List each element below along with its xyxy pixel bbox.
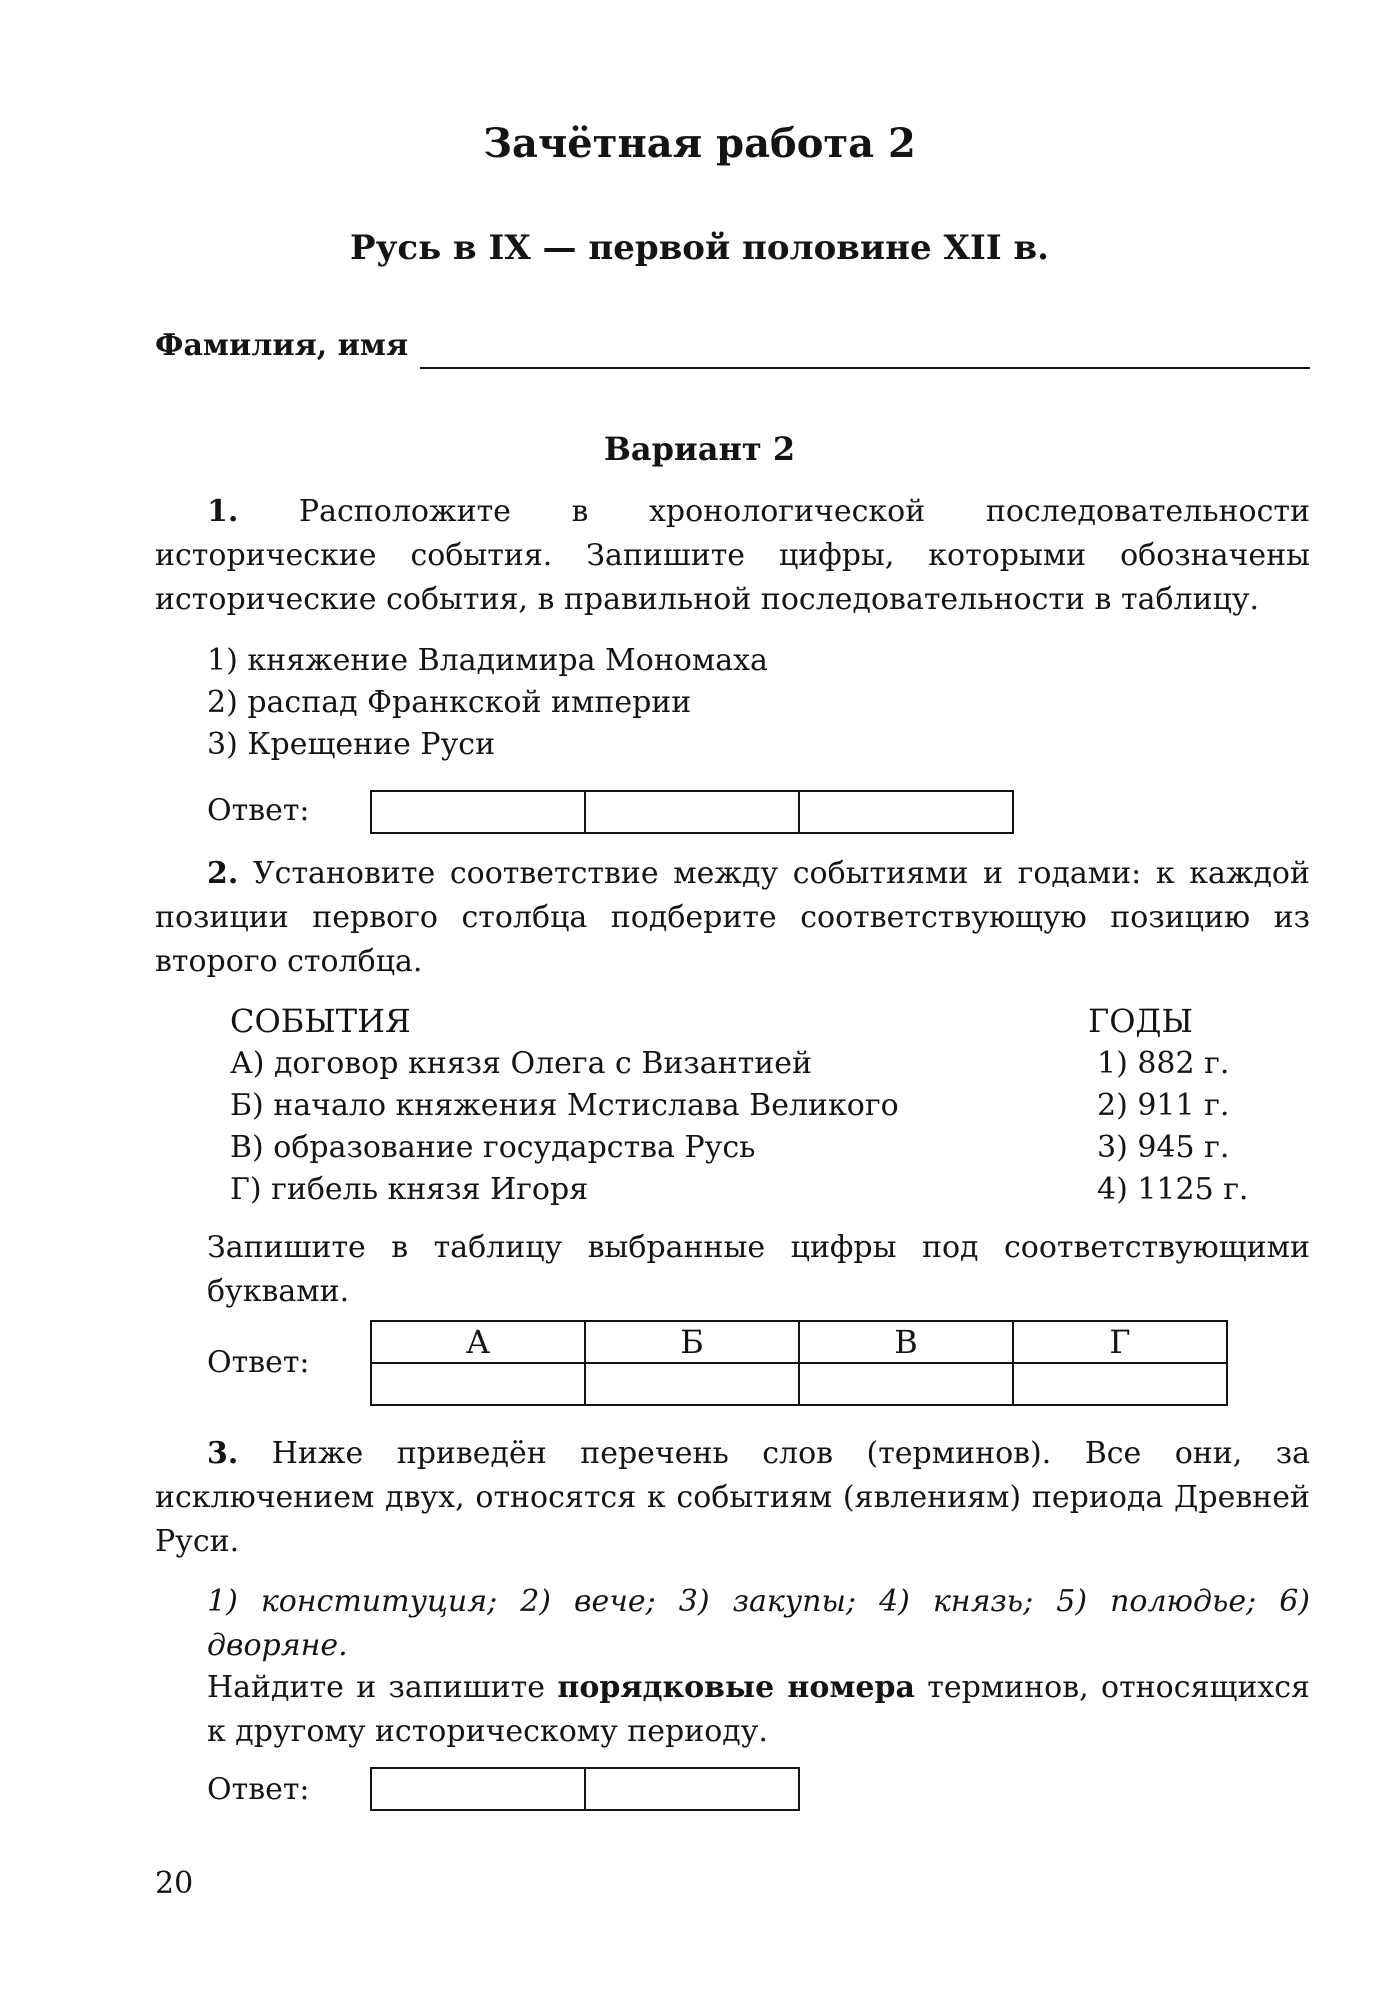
q1-item: 2) распад Франкской империи [207,685,692,720]
q3-question: Ниже приведён перечень слов (терминов). Все они, за исключением двух, относятся к событиям (явлениям) периода Древней Руси. [155,1436,1310,1559]
page-subtitle: Русь в IX — первой половине XII в. [350,228,1049,268]
page-number: 20 [155,1866,194,1901]
q1-item: 3) Крещение Руси [207,727,496,762]
q2-letter-cell: Г [1013,1321,1227,1363]
q2-letter-cell: А [371,1321,585,1363]
q2-answer-label: Ответ: [207,1345,310,1380]
q1-answer-table [370,790,1014,834]
q3-answer-label: Ответ: [207,1772,310,1807]
name-input-line[interactable] [420,367,1310,369]
q2-text [155,852,1310,984]
q2-number: 2. [207,856,239,891]
q2-year: 1) 882 г. [1097,1046,1230,1081]
q3-terms: 1) конституция; 2) вече; 3) закупы; 4) князь; 5) полюдье; 6) дворяне. [207,1584,1310,1663]
q2-year: 3) 945 г. [1097,1130,1230,1165]
q1-number: 1. [207,494,239,529]
q2-answer-cell[interactable] [371,1363,585,1405]
q2-answer-cell[interactable] [1013,1363,1227,1405]
q2-answer-cell[interactable] [585,1363,799,1405]
q2-years-list [1097,1043,1248,1211]
q1-answer-label: Ответ: [207,793,310,828]
q1-answer-cell[interactable] [371,791,585,833]
q1-answer-cell[interactable] [585,791,799,833]
q2-answer-table [370,1320,1228,1406]
q2-event: В) образование государства Русь [230,1130,756,1165]
q2-year: 2) 911 г. [1097,1088,1230,1123]
q2-year: 4) 1125 г. [1097,1172,1249,1207]
q2-question: Установите соответствие между событиями и годами: к каждой позиции первого столбца подберите соответствующую позицию из второго столбца. [155,856,1310,979]
q1-answer-cell[interactable] [799,791,1013,833]
q3-number: 3. [207,1436,239,1471]
q1-text [155,490,1310,622]
q2-events-list [230,1043,899,1211]
q1-question: Расположите в хронологической последовательности исторические события. Запишите цифры, которыми обозначены исторические события, в правильной последовательности в таблицу. [155,494,1310,617]
variant-label: Вариант 2 [603,430,796,468]
q3-instruction-post: терминов, относящихся к другому историческому периоду. [207,1670,1310,1749]
q2-letter-cell: Б [585,1321,799,1363]
q2-letter-cell: В [799,1321,1013,1363]
q1-items [207,640,768,766]
q2-event: Г) гибель князя Игоря [230,1172,589,1207]
page-title: Зачётная работа 2 [483,120,916,167]
q3-answer-cell[interactable] [585,1768,799,1810]
q2-years-header: ГОДЫ [1088,1002,1193,1040]
q2-events-header: СОБЫТИЯ [230,1002,411,1040]
q3-answer-table [370,1767,800,1811]
q2-instruction: Запишите в таблицу выбранные цифры под соответствующими буквами. [207,1230,1310,1309]
q3-instruction [207,1666,1310,1754]
q2-event: Б) начало княжения Мстислава Великого [230,1088,899,1123]
q3-text [155,1432,1310,1564]
q3-instruction-bold: порядковые номера [557,1670,915,1705]
q3-instruction-pre: Найдите и запишите [207,1670,546,1705]
q2-event: А) договор князя Олега с Византией [230,1046,812,1081]
q3-answer-cell[interactable] [371,1768,585,1810]
q1-item: 1) княжение Владимира Мономаха [207,643,768,678]
q2-answer-cell[interactable] [799,1363,1013,1405]
name-label: Фамилия, имя [155,328,409,363]
